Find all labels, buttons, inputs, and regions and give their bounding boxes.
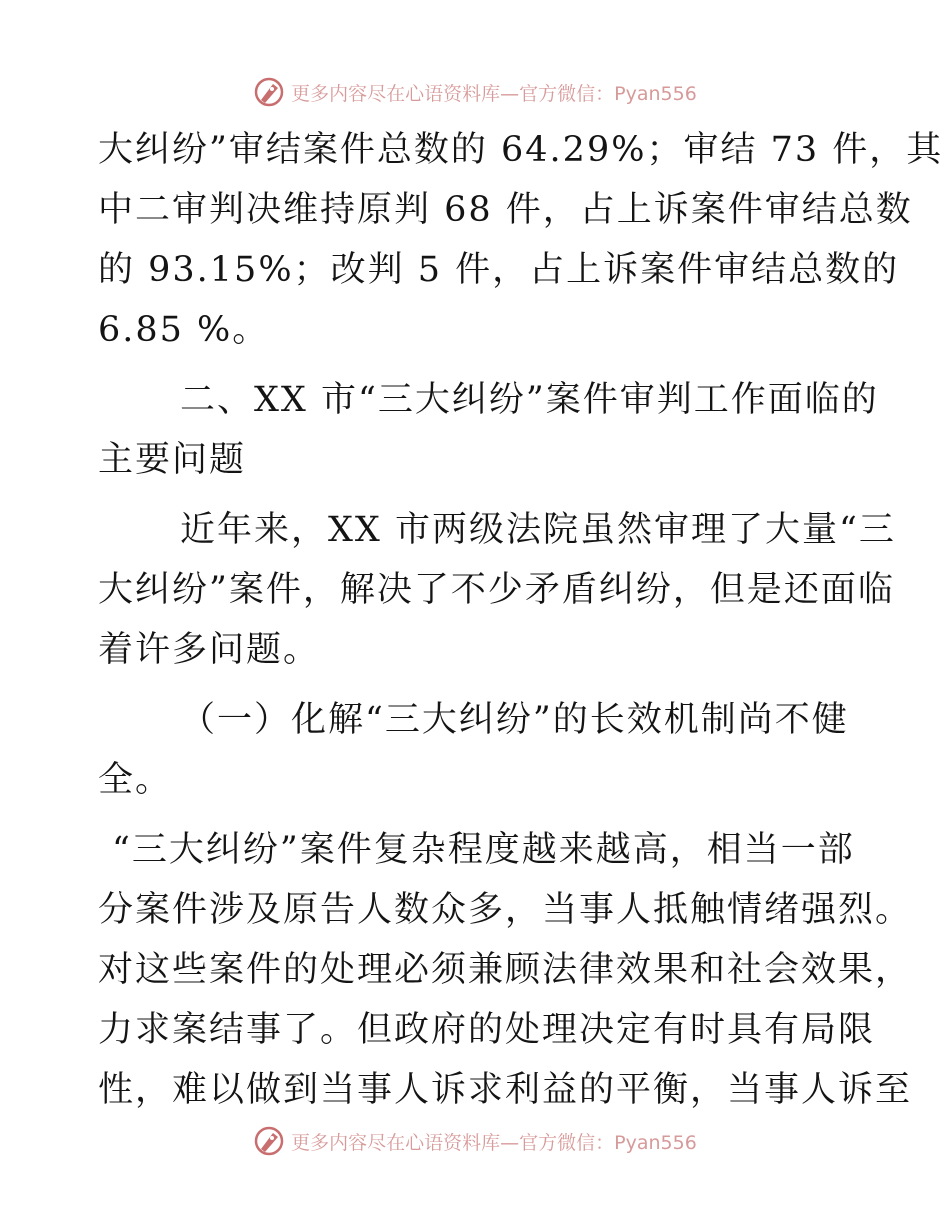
text-line: 的 93.15%；改判 5 件，占上诉案件审结总数的 [98,250,900,290]
text-line: 6.85 %。 [98,310,270,350]
text-line: 分案件涉及原告人数众多，当事人抵触情绪强烈。 [98,890,913,930]
text-line: 大纠纷”审结案件总数的 64.29%；审结 73 件，其 [98,130,944,170]
text-line: 着许多问题。 [98,630,321,670]
text-line: “三大纠纷”案件复杂程度越来越高，相当一部 [112,830,855,870]
pen-nib-circle-icon [253,1125,285,1157]
footer-watermark [0,1121,950,1161]
text-line: 中二审判决维持原判 68 件，占上诉案件审结总数 [98,190,913,230]
section-heading-line: 主要问题 [98,440,247,480]
text-line: 近年来，XX 市两级法院虽然审理了大量“三 [180,510,896,550]
watermark-text: 更多内容尽在心语资料库—官方微信：Pyan556 [291,82,697,105]
section-heading-line: 二、XX 市“三大纠纷”案件审判工作面临的 [180,380,879,420]
subsection-heading-line: 全。 [98,760,173,800]
text-line: 大纠纷”案件，解决了不少矛盾纠纷，但是还面临 [98,570,895,610]
header-watermark [0,72,950,112]
pen-nib-circle-icon [253,76,285,108]
text-line: 性，难以做到当事人诉求利益的平衡，当事人诉至 [98,1070,913,1110]
text-line: 力求案结事了。但政府的处理决定有时具有局限 [98,1010,876,1050]
watermark-text: 更多内容尽在心语资料库—官方微信：Pyan556 [291,1131,697,1154]
subsection-heading-line: （一）化解“三大纠纷”的长效机制尚不健 [180,700,849,740]
text-line: 对这些案件的处理必须兼顾法律效果和社会效果， [98,950,913,990]
